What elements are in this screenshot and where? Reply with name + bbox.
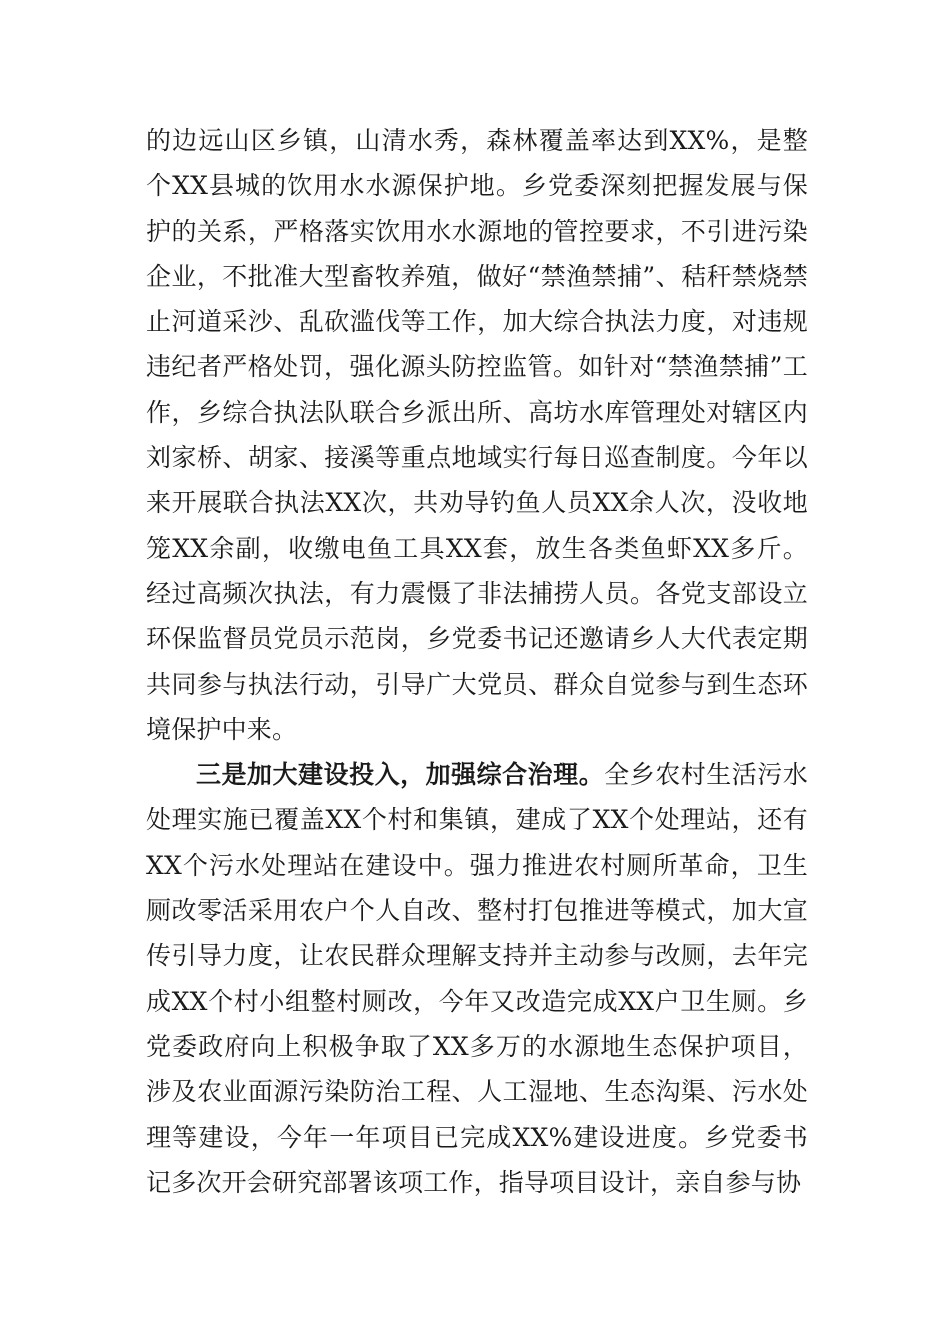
paragraph-section-three [146, 752, 808, 1205]
section-three-body: 全乡农村生活污水处理实施已覆盖XX个村和集镇，建成了XX个处理站，还有XX个污水处理站在建设中。强力推进农村厕所革命，卫生厕改零活采用农户个人自改、整村打包推进等模式，加大宣传引导力度，让农民群众理解支持并主动参与改厕，去年完成XX个村小组整村厕改，今年又改造完成XX户卫生厕。乡党委政府向上积极争取了XX多万的水源地生态保护项目，涉及农业面源污染防治工程、人工湿地、生态沟渠、污水处理等建设，今年一年项目已完成XX%建设进度。乡党委书记多次开会研究部署该项工作，指导项目设计，亲自参与协 [146, 760, 808, 1197]
section-heading-three: 三是加大建设投入，加强综合治理。 [196, 760, 605, 790]
paragraph-continued: 的边远山区乡镇，山清水秀，森林覆盖率达到XX%，是整个XX县城的饮用水水源保护地。乡党委深刻把握发展与保护的关系，严格落实饮用水水源地的管控要求，不引进污染企业，不批准大型畜牧养殖，做好“禁渔禁捕”、秸秆禁烧禁止河道采沙、乱砍滥伐等工作，加大综合执法力度，对违规违纪者严格处罚，强化源头防控监管。如针对“禁渔禁捕”工作，乡综合执法队联合乡派出所、高坊水库管理处对辖区内刘家桥、胡家、接溪等重点地域实行每日巡查制度。今年以来开展联合执法XX次，共劝导钓鱼人员XX余人次，没收地笼XX余副，收缴电鱼工具XX套，放生各类鱼虾XX多斤。经过高频次执法，有力震慑了非法捕捞人员。各党支部设立环保监督员党员示范岗，乡党委书记还邀请乡人大代表定期共同参与执法行动，引导广大党员、群众自觉参与到生态环境保护中来。 [146, 126, 808, 744]
document-body [146, 118, 808, 1205]
